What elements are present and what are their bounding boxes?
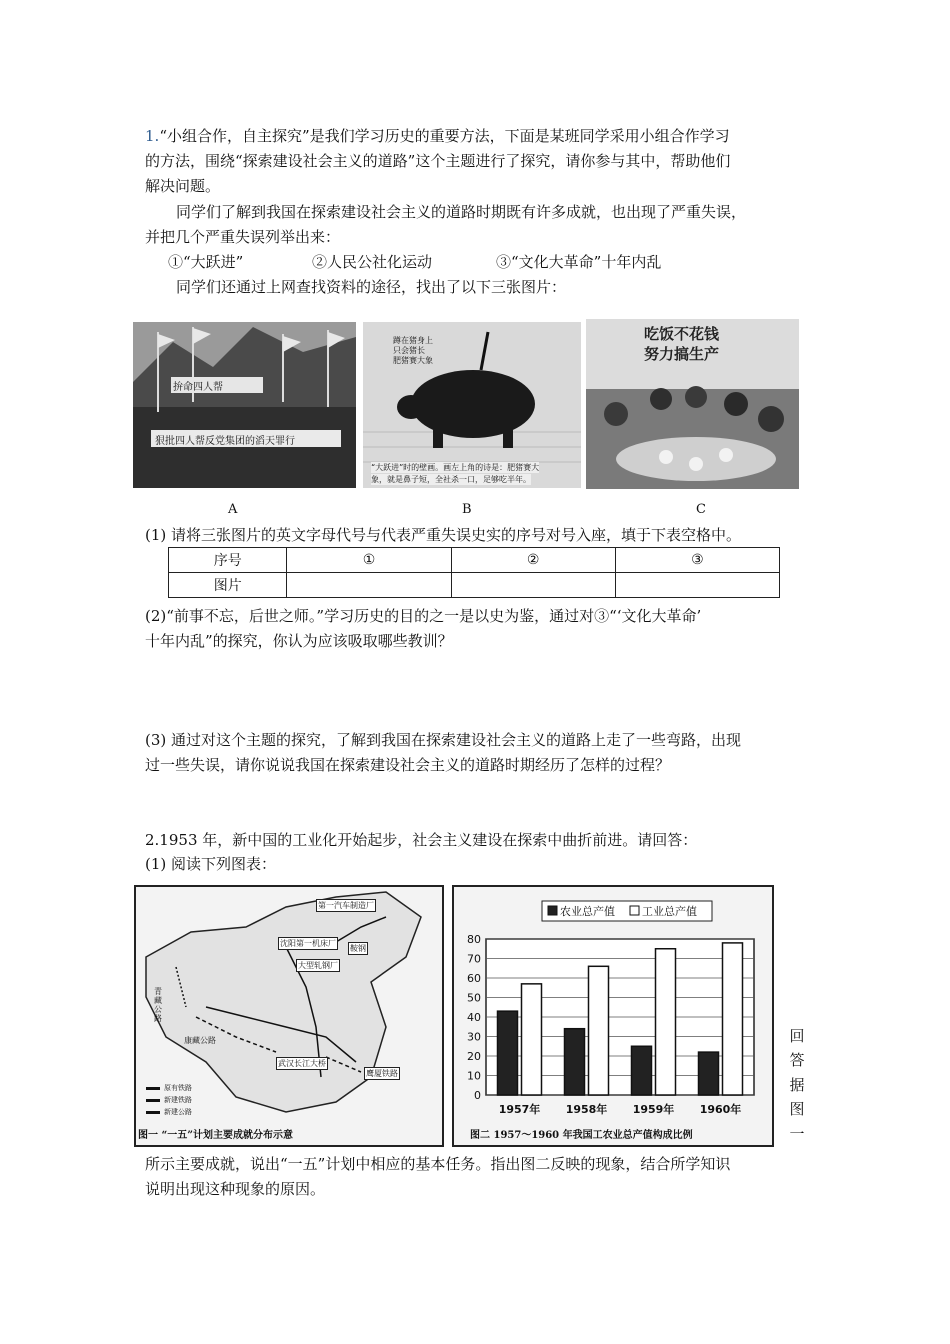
photo-c-label: C xyxy=(696,502,706,517)
legend-swatch xyxy=(548,906,557,915)
answer-cell-3[interactable] xyxy=(615,573,779,598)
legend-label: 农业总产值 xyxy=(560,905,615,918)
y-tick-label: 30 xyxy=(467,1030,481,1044)
photo-c xyxy=(586,319,799,489)
side-char-4: 图 xyxy=(789,1100,805,1118)
legend-label: 工业总产值 xyxy=(642,905,697,918)
table-header-cell: ① xyxy=(287,548,451,573)
y-tick-label: 80 xyxy=(467,933,481,946)
side-char-3: 据 xyxy=(789,1076,805,1094)
map-label-shenyang-machine-tool: 沈阳第一机床厂 xyxy=(280,939,336,948)
photo-c-slogan-line1: 吃饭不花钱 xyxy=(644,325,720,343)
bar-agriculture xyxy=(699,1052,719,1095)
q1-sub3-line2: 过一些失误，请你说说我国在探索建设社会主义的道路时期经历了怎样的过程？ xyxy=(145,756,671,774)
table-row-label: 图片 xyxy=(169,573,287,598)
photo-a-label: A xyxy=(228,502,238,517)
q2-tail-line1: 所示主要成就，说出“一五”计划中相应的基本任务。指出图二反映的现象，结合所学知识 xyxy=(145,1155,731,1173)
legend-swatch xyxy=(630,906,639,915)
map-label-wuhan-bridge: 武汉长江大桥 xyxy=(278,1059,326,1068)
x-tick-label: 1958年 xyxy=(565,1103,608,1116)
photo-b-caption-line2: 象，就是鼻子短，全社杀一口，足够吃半年。 xyxy=(371,475,531,484)
side-char-5: 一 xyxy=(789,1125,805,1143)
side-char-1: 回 xyxy=(789,1027,805,1045)
photo-a-banner-top: 拚命四人帮 xyxy=(173,382,223,393)
bar-chart xyxy=(454,887,772,1145)
y-tick-label: 10 xyxy=(467,1069,481,1083)
photo-b-poem: 蹲在猪身上 只会猪长 肥猪赛大象 xyxy=(393,336,433,365)
q1-error-2: ②人民公社化运动 xyxy=(312,253,433,271)
map-label-yingxia-railway: 鹰厦铁路 xyxy=(366,1069,398,1078)
table-header-cell: ② xyxy=(451,548,615,573)
q1-number: 1. xyxy=(145,127,160,145)
q1-para2-line2: 并把几个严重失误列举出来： xyxy=(145,228,341,246)
y-tick-label: 20 xyxy=(467,1050,481,1063)
q2-intro: 2.1953 年，新中国的工业化开始起步，社会主义建设在探索中曲折前进。请回答： xyxy=(145,831,698,849)
map-legend-old-railway: 原有铁路 xyxy=(164,1084,192,1092)
figure-two-caption: 图二 1957～1960 年我国工农业总产值构成比例 xyxy=(470,1130,693,1141)
photo-b-caption-line1: “大跃进”时的壁画。画左上角的诗是：肥猪赛大 xyxy=(371,463,540,472)
q1-para3: 同学们还通过上网查找资料的途径，找出了以下三张图片： xyxy=(176,278,567,296)
table-row xyxy=(169,573,780,598)
bar-agriculture xyxy=(632,1046,652,1095)
q1-sub3-line1: (3) 通过对这个主题的探究，了解到我国在探索建设社会主义的道路上走了一些弯路，出现 xyxy=(145,731,742,749)
figure-two-chart xyxy=(452,885,774,1147)
q1-sub2-line1: (2)“前事不忘，后世之师。”学习历史的目的之一是以史为鉴，通过对③“‘文化大革命’ xyxy=(145,607,702,625)
map-label-qinghai-tibet-road: 青藏公路 xyxy=(154,987,162,1023)
table-header-cell: ③ xyxy=(615,548,779,573)
bar-agriculture xyxy=(565,1029,585,1095)
photo-a-banner-bottom: 狠批四人帮反党集团的滔天罪行 xyxy=(155,436,295,447)
q1-intro-line1 xyxy=(145,124,730,148)
answer-cell-1[interactable] xyxy=(287,573,451,598)
q1-error-1: ①“大跃进” xyxy=(168,253,244,271)
bar-agriculture xyxy=(498,1011,518,1095)
map-label-ansteel: 鞍钢 xyxy=(350,944,366,953)
answer-table xyxy=(168,547,780,598)
q2-tail-line2: 说明出现这种现象的原因。 xyxy=(145,1180,326,1198)
map-label-first-auto-plant: 第一汽车制造厂 xyxy=(318,901,374,910)
q1-sub1: (1) 请将三张图片的英文字母代号与代表严重失误史实的序号对号入座，填于下表空格中。 xyxy=(145,526,742,544)
table-header-cell: 序号 xyxy=(169,548,287,573)
y-tick-label: 0 xyxy=(474,1089,481,1102)
photo-b xyxy=(363,322,581,488)
photo-a-rally-image xyxy=(133,322,356,488)
y-tick-label: 70 xyxy=(467,952,481,966)
bar-industry xyxy=(589,966,609,1095)
q1-intro-line2: 的方法，围绕“探索建设社会主义的道路”这个主题进行了探究，请你参与其中，帮助他们 xyxy=(145,152,731,170)
bar-industry xyxy=(723,943,743,1095)
map-label-rolling-mill: 大型轧钢厂 xyxy=(298,961,338,970)
map-legend-new-railway: 新建铁路 xyxy=(164,1096,192,1104)
table-row xyxy=(169,548,780,573)
x-tick-label: 1959年 xyxy=(632,1103,675,1116)
q1-intro-text: “小组合作，自主探究”是我们学习历史的重要方法，下面是某班同学采用小组合作学习 xyxy=(159,127,730,145)
q1-para2-line1: 同学们了解到我国在探索建设社会主义的道路时期既有许多成就，也出现了严重失误， xyxy=(176,203,747,221)
map-label-xikang-tibet-road: 康藏公路 xyxy=(184,1036,216,1045)
q1-error-3: ③“文化大革命”十年内乱 xyxy=(496,253,662,271)
y-tick-label: 60 xyxy=(467,972,481,985)
bar-industry xyxy=(656,949,676,1095)
x-tick-label: 1960年 xyxy=(699,1103,742,1116)
answer-cell-2[interactable] xyxy=(451,573,615,598)
q1-intro-line3: 解决问题。 xyxy=(145,177,221,195)
photo-a xyxy=(133,322,356,488)
q1-sub2-line2: 十年内乱”的探究，你认为应该吸取哪些教训？ xyxy=(145,632,453,650)
figure-one-map xyxy=(134,885,444,1147)
y-tick-label: 40 xyxy=(467,1011,481,1024)
map-legend-new-road: 新建公路 xyxy=(164,1108,192,1116)
side-char-2: 答 xyxy=(789,1051,805,1069)
figure-one-caption: 图一 “一五”计划主要成就分布示意 xyxy=(138,1130,293,1141)
x-tick-label: 1957年 xyxy=(498,1103,541,1116)
bar-industry xyxy=(522,984,542,1095)
photo-c-slogan-line2: 努力搞生产 xyxy=(644,345,720,363)
y-tick-label: 50 xyxy=(467,991,481,1005)
photo-b-label: B xyxy=(462,502,472,517)
q2-sub1: (1) 阅读下列图表： xyxy=(145,855,277,873)
